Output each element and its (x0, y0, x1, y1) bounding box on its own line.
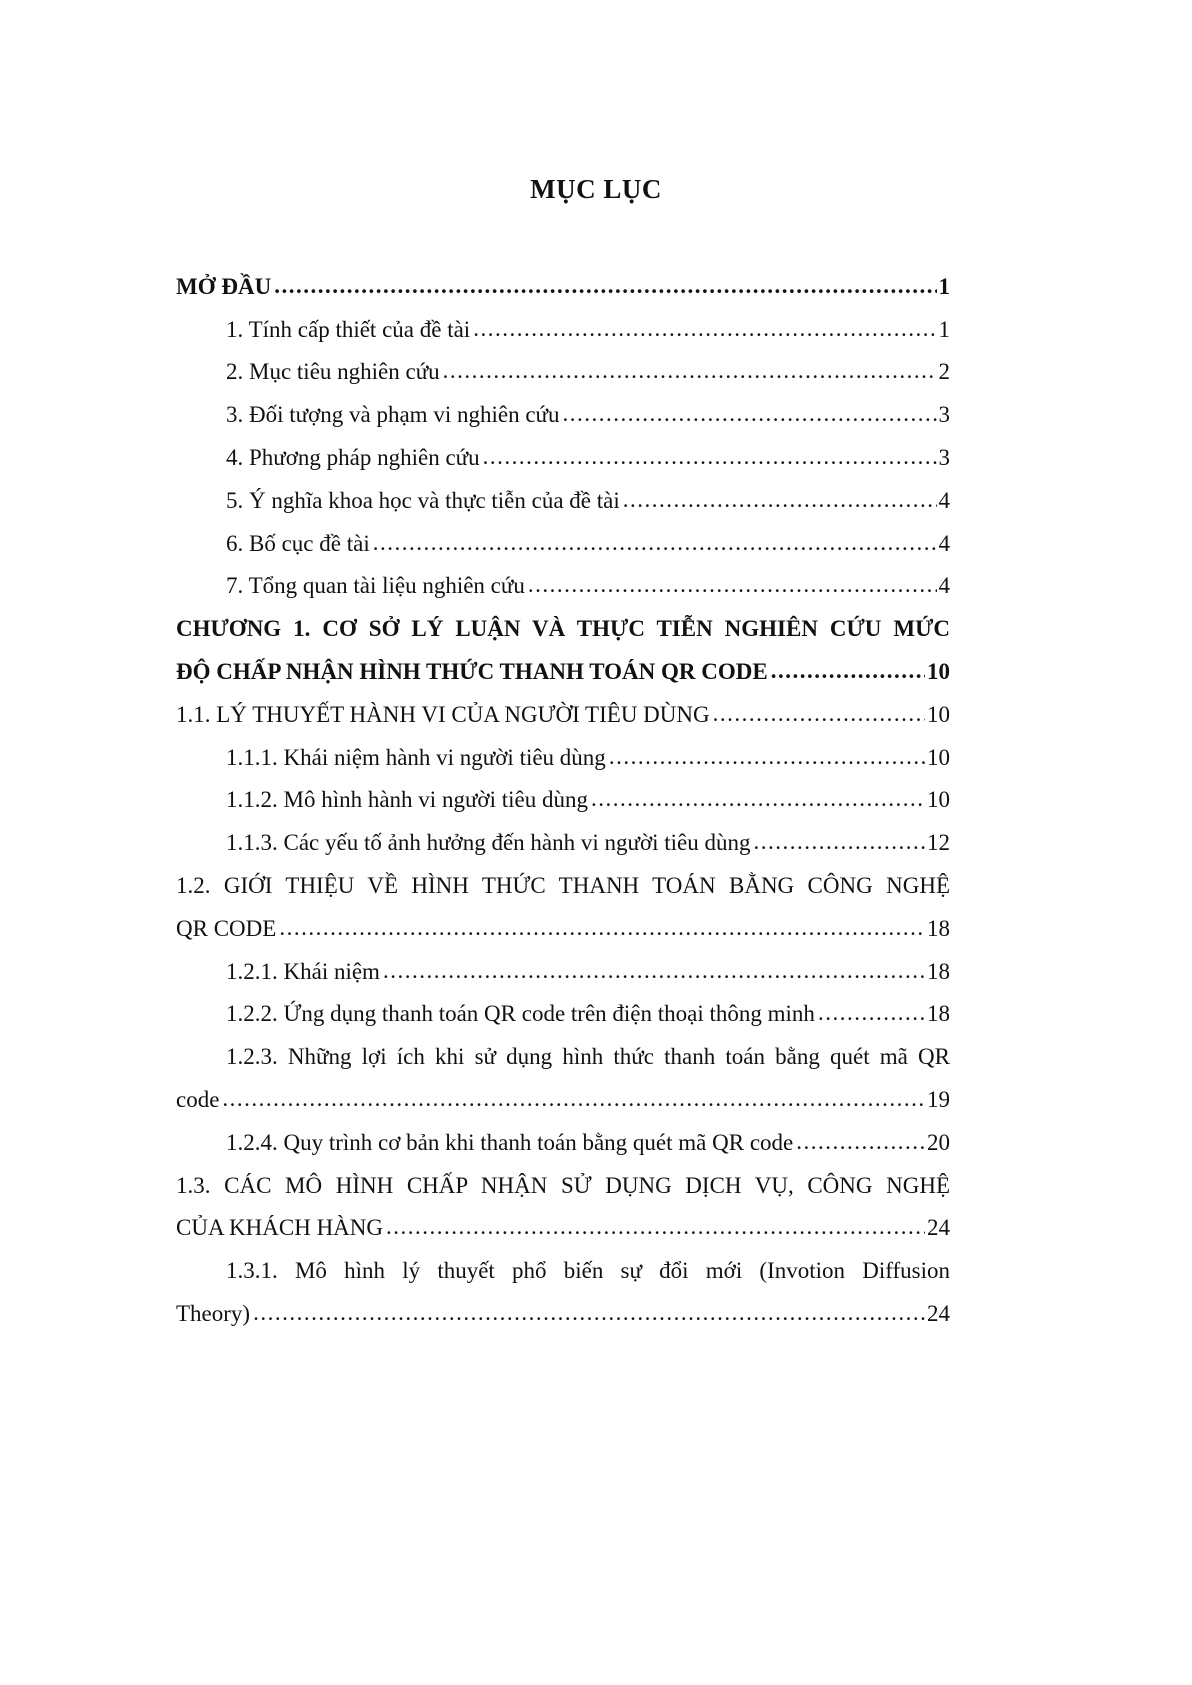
toc-entry[interactable] (176, 341, 950, 384)
toc-entry-text: 1.1. LÝ THUYẾT HÀNH VI CỦA NGƯỜI TIÊU DÙNG (176, 701, 710, 727)
toc-entry-text: 1.1.2. Mô hình hành vi người tiêu dùng (226, 787, 588, 813)
toc-entry[interactable] (176, 426, 950, 469)
toc-entry-text: 7. Tổng quan tài liệu nghiên cứu (226, 573, 525, 599)
toc-leader-dots (253, 1301, 925, 1324)
toc-entry[interactable] (176, 1068, 950, 1111)
toc-leader-dots (591, 787, 925, 810)
toc-entry[interactable] (176, 597, 950, 640)
toc-entry-text: 1.2.2. Ứng dụng thanh toán QR code trên điện thoại thông minh (226, 1001, 815, 1027)
toc-entry-text: 1. Tính cấp thiết của đề tài (226, 316, 471, 342)
toc-entry-text: 3. Đối tượng và phạm vi nghiên cứu (226, 402, 560, 428)
toc-entry[interactable] (176, 683, 950, 726)
toc-leader-dots (528, 573, 937, 596)
toc-leader-dots (443, 359, 937, 382)
toc-page-number: 24 (927, 1215, 950, 1241)
toc-leader-dots (373, 531, 937, 554)
toc-entry-text: ĐỘ CHẤP NHẬN HÌNH THỨC THANH TOÁN QR CODE (176, 658, 768, 684)
toc-entry-text: 1.1.1. Khái niệm hành vi người tiêu dùng (226, 744, 606, 770)
toc-leader-dots (383, 959, 925, 982)
toc-entry-text: 1.2.3. Những lợi ích khi sử dụng hình thức thanh toán bằng quét mã QR (226, 1044, 950, 1070)
toc-entry[interactable] (176, 255, 950, 298)
toc-entry-text: 1.3. CÁC MÔ HÌNH CHẤP NHẬN SỬ DỤNG DỊCH VỤ, CÔNG NGHỆ (176, 1172, 950, 1198)
toc-entry-text: CHƯƠNG 1. CƠ SỞ LÝ LUẬN VÀ THỰC TIỄN NGHIÊN CỨU MỨC (176, 616, 950, 642)
toc-entry[interactable] (176, 469, 950, 512)
toc-page-number: 20 (927, 1129, 950, 1155)
toc-entry-text: QR CODE (176, 915, 277, 941)
toc-entry[interactable] (176, 769, 950, 812)
toc-entry-text: 1.2. GIỚI THIỆU VỀ HÌNH THỨC THANH TOÁN BẰNG CÔNG NGHỆ (176, 872, 950, 898)
toc-page-number: 4 (938, 487, 950, 513)
toc-leader-dots (713, 702, 925, 725)
toc-leader-dots (222, 1087, 925, 1110)
toc-page-number: 18 (927, 915, 950, 941)
toc-entry-text: 1.2.4. Quy trình cơ bản khi thanh toán bằng quét mã QR code (226, 1129, 794, 1155)
toc-leader-dots (754, 830, 925, 853)
toc-entry[interactable] (176, 383, 950, 426)
toc-entry[interactable] (176, 897, 950, 940)
toc-page-number: 18 (927, 958, 950, 984)
toc-entry[interactable] (176, 1239, 950, 1282)
toc-entry[interactable] (176, 854, 950, 897)
toc-page-number: 4 (938, 530, 950, 556)
toc-entry[interactable] (176, 1111, 950, 1154)
toc-entry-text: 4. Phương pháp nghiên cứu (226, 444, 480, 470)
table-of-contents (176, 255, 950, 1325)
toc-leader-dots (483, 445, 937, 468)
toc-leader-dots (609, 745, 925, 768)
toc-entry-text: 2. Mục tiêu nghiên cứu (226, 359, 440, 385)
toc-leader-dots (623, 488, 937, 511)
toc-entry-text: MỞ ĐẦU (176, 273, 272, 299)
toc-page-number: 24 (927, 1300, 950, 1326)
toc-leader-dots (818, 1001, 925, 1024)
toc-entry[interactable] (176, 555, 950, 598)
page-title: MỤC LỤC (530, 174, 662, 204)
toc-entry-text: code (176, 1086, 220, 1112)
toc-entry-text: 5. Ý nghĩa khoa học và thực tiễn của đề tài (226, 487, 620, 513)
toc-page-number: 10 (927, 744, 950, 770)
toc-leader-dots (279, 916, 925, 939)
toc-entry-text: 1.2.1. Khái niệm (226, 958, 380, 984)
toc-page-number: 2 (938, 359, 950, 385)
toc-page-number: 3 (938, 444, 950, 470)
toc-entry[interactable] (176, 1282, 950, 1325)
toc-entry[interactable] (176, 1025, 950, 1068)
toc-leader-dots (386, 1215, 925, 1238)
toc-entry[interactable] (176, 512, 950, 555)
toc-leader-dots (473, 317, 936, 340)
toc-entry-text: CỦA KHÁCH HÀNG (176, 1215, 384, 1241)
toc-entry[interactable] (176, 726, 950, 769)
toc-entry-text: 6. Bố cục đề tài (226, 530, 370, 556)
toc-leader-dots (274, 274, 936, 297)
toc-entry-text: 1.1.3. Các yếu tố ảnh hưởng đến hành vi người tiêu dùng (226, 830, 751, 856)
toc-entry-text: Theory) (176, 1300, 251, 1326)
toc-page-number: 10 (927, 787, 950, 813)
toc-entry[interactable] (176, 1154, 950, 1197)
toc-entry[interactable] (176, 940, 950, 983)
toc-page-number: 1 (938, 316, 950, 342)
toc-page-number: 10 (927, 701, 950, 727)
toc-entry[interactable] (176, 811, 950, 854)
toc-leader-dots (771, 659, 925, 682)
toc-page-number: 19 (927, 1086, 950, 1112)
toc-leader-dots (796, 1130, 925, 1153)
toc-page-number: 4 (938, 573, 950, 599)
toc-leader-dots (563, 402, 937, 425)
toc-entry[interactable] (176, 640, 950, 683)
toc-entry[interactable] (176, 983, 950, 1026)
toc-page-number: 3 (938, 402, 950, 428)
toc-entry-text: 1.3.1. Mô hình lý thuyết phổ biến sự đổi mới (Invotion Diffusion (226, 1258, 950, 1284)
toc-page-number: 12 (927, 830, 950, 856)
toc-entry[interactable] (176, 1197, 950, 1240)
toc-entry[interactable] (176, 298, 950, 341)
toc-page-number: 18 (927, 1001, 950, 1027)
toc-page-number: 10 (927, 658, 950, 684)
toc-page-number: 1 (938, 273, 950, 299)
